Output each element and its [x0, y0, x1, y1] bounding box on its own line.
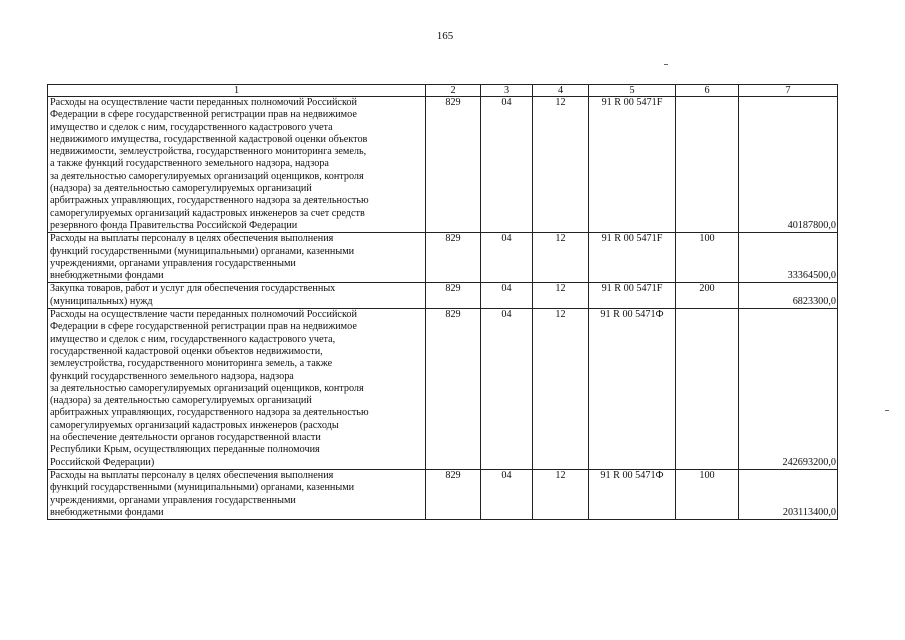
target-article-cell: 91 R 00 5471F — [589, 283, 676, 309]
column-number-row — [48, 85, 838, 97]
description-line: Республики Крым, осуществляющих переданные полномочия — [50, 444, 320, 456]
description-line: арбитражных управляющих, государственного надзора за деятельностью — [50, 407, 369, 419]
margin-mark — [664, 64, 668, 65]
description-line: функций государственными (муниципальными) органами, казенными — [50, 482, 355, 494]
description-line: недвижимого имущества, государственной кадастровой оценки объектов — [50, 133, 368, 145]
subsection-code-cell: 12 — [533, 469, 589, 519]
description-line: саморегулируемых организаций кадастровых инженеров (расходы — [50, 419, 339, 431]
table-row — [48, 97, 838, 233]
column-number: 5 — [589, 85, 676, 97]
description-line: (надзора) за деятельностью саморегулируемых организаций — [50, 395, 312, 407]
expense-type-cell: 100 — [676, 233, 739, 283]
target-article-cell: 91 R 00 5471Ф — [589, 469, 676, 519]
table-body — [48, 97, 838, 520]
subsection-code-cell: 12 — [533, 283, 589, 309]
ministry-code-cell: 829 — [426, 469, 481, 519]
description-line: имущество и сделок с ним, государственного кадастрового учета — [50, 121, 333, 133]
description-cell — [48, 283, 426, 309]
description-line: (муниципальных) нужд — [50, 295, 153, 307]
description-cell — [48, 97, 426, 233]
description-line: Расходы на осуществление части переданных полномочий Российской — [50, 97, 357, 108]
description-line: а также функций государственного земельного надзора, надзора — [50, 158, 329, 170]
description-line: учреждениями, органами управления государственными — [50, 257, 296, 269]
description-line: внебюджетными фондами — [50, 506, 164, 518]
section-code-cell: 04 — [481, 469, 533, 519]
description-line: резервного фонда Правительства Российской Федерации — [50, 219, 298, 231]
budget-table — [47, 84, 838, 520]
subsection-code-cell: 12 — [533, 233, 589, 283]
description-line: функций государственными (муниципальными) органами, казенными — [50, 245, 355, 257]
amount-cell: 40187800,0 — [739, 97, 838, 233]
table-row — [48, 309, 838, 470]
description-line: имущество и сделок с ним, государственного кадастрового учета, — [50, 333, 336, 345]
column-number: 1 — [48, 85, 426, 97]
description-line: (надзора) за деятельностью саморегулируемых организаций — [50, 183, 312, 195]
target-article-cell: 91 R 00 5471F — [589, 97, 676, 233]
section-code-cell: 04 — [481, 283, 533, 309]
expense-type-cell: 200 — [676, 283, 739, 309]
column-number: 6 — [676, 85, 739, 97]
description-line: Федерации в сфере государственной регистрации прав на недвижимое — [50, 321, 357, 333]
description-line: государственной кадастровой оценки объектов недвижимости, — [50, 345, 323, 357]
description-cell — [48, 469, 426, 519]
ministry-code-cell: 829 — [426, 97, 481, 233]
description-line: внебюджетными фондами — [50, 270, 164, 282]
column-number: 7 — [739, 85, 838, 97]
ministry-code-cell: 829 — [426, 283, 481, 309]
description-line: за деятельностью саморегулируемых организаций оценщиков, контроля — [50, 382, 364, 394]
description-line: Расходы на выплаты персоналу в целях обеспечения выполнения — [50, 233, 334, 245]
amount-cell: 242693200,0 — [739, 309, 838, 470]
description-line: землеустройства, государственного мониторинга земель, а также — [50, 358, 333, 370]
description-line: саморегулируемых организаций кадастровых инженеров за счет средств — [50, 207, 365, 219]
amount-cell: 6823300,0 — [739, 283, 838, 309]
expense-type-cell — [676, 309, 739, 470]
amount-cell: 203113400,0 — [739, 469, 838, 519]
description-line: функций государственного земельного надзора, надзора — [50, 370, 294, 382]
description-line: Расходы на выплаты персоналу в целях обеспечения выполнения — [50, 469, 334, 481]
description-line: Закупка товаров, работ и услуг для обеспечения государственных — [50, 283, 336, 295]
table-row — [48, 283, 838, 309]
table-row — [48, 233, 838, 283]
description-line: на обеспечение деятельности органов государственной власти — [50, 432, 321, 444]
target-article-cell: 91 R 00 5471F — [589, 233, 676, 283]
expense-type-cell — [676, 97, 739, 233]
description-line: Расходы на осуществление части переданных полномочий Российской — [50, 309, 357, 321]
subsection-code-cell: 12 — [533, 309, 589, 470]
amount-cell: 33364500,0 — [739, 233, 838, 283]
description-line: Российской Федерации) — [50, 456, 155, 468]
description-line: учреждениями, органами управления государственными — [50, 494, 296, 506]
ministry-code-cell: 829 — [426, 309, 481, 470]
margin-mark — [885, 410, 889, 411]
section-code-cell: 04 — [481, 309, 533, 470]
column-number: 4 — [533, 85, 589, 97]
target-article-cell: 91 R 00 5471Ф — [589, 309, 676, 470]
subsection-code-cell: 12 — [533, 97, 589, 233]
section-code-cell: 04 — [481, 233, 533, 283]
column-number: 3 — [481, 85, 533, 97]
description-cell — [48, 309, 426, 470]
section-code-cell: 04 — [481, 97, 533, 233]
column-number: 2 — [426, 85, 481, 97]
description-line: за деятельностью саморегулируемых организаций оценщиков, контроля — [50, 170, 364, 182]
description-line: недвижимости, землеустройства, государственного мониторинга земель, — [50, 146, 367, 158]
expense-type-cell: 100 — [676, 469, 739, 519]
page-number: 165 — [436, 30, 454, 42]
description-line: арбитражных управляющих, государственного надзора за деятельностью — [50, 195, 369, 207]
ministry-code-cell: 829 — [426, 233, 481, 283]
table-row — [48, 469, 838, 519]
description-cell — [48, 233, 426, 283]
description-line: Федерации в сфере государственной регистрации прав на недвижимое — [50, 109, 357, 121]
